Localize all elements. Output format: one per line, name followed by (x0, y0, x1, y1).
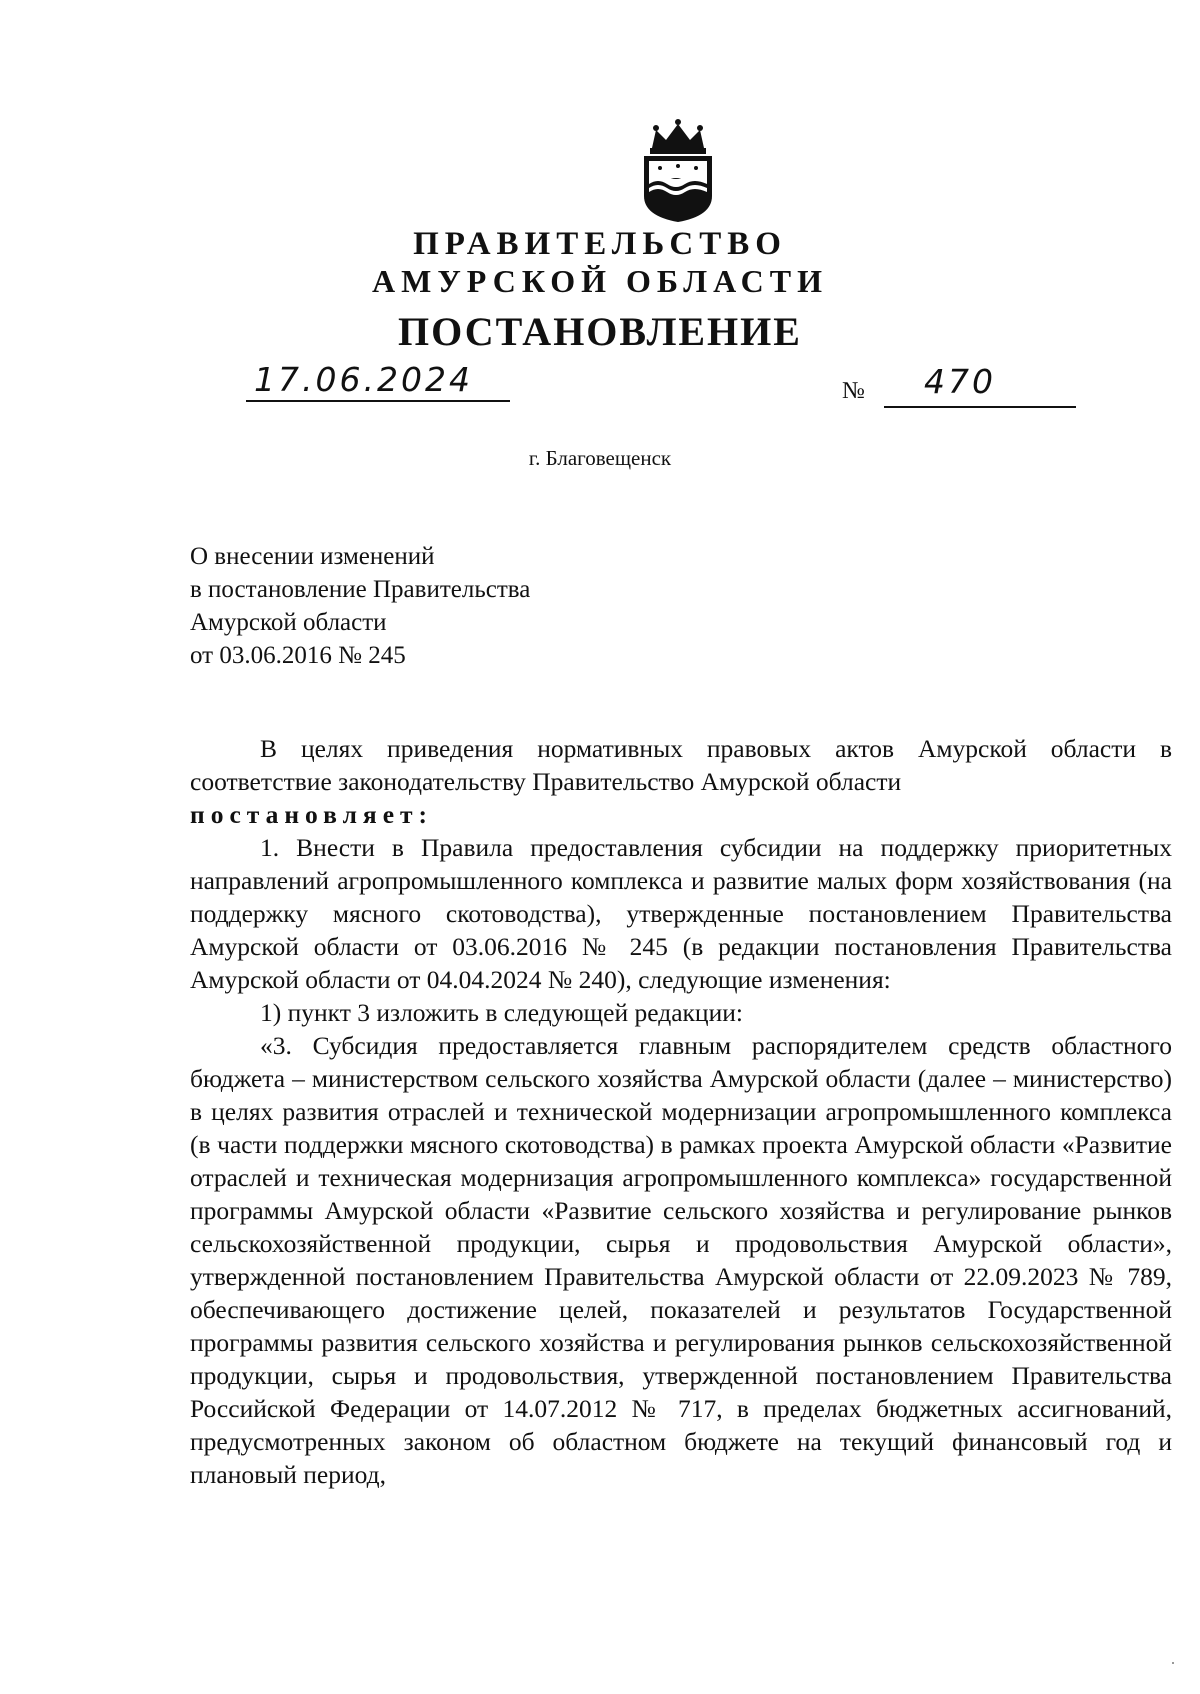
scan-speck (1172, 1662, 1174, 1664)
subject-line: от 03.06.2016 № 245 (190, 642, 406, 669)
coat-of-arms-icon (638, 118, 718, 224)
item-1: 1. Внести в Правила предоставления субсидии на поддержку приоритетных направлений агропромышленного комплекса и развитие малых форм хозяйствования (на поддержку мясного скотоводства), утвержденные постановлением Правительства Амурской области от 03.06.2016 № 245 (в редакции постановления Правительства Амурской области от 04.04.2024 № 240), следующие изменения: (190, 833, 1172, 994)
city: г. Благовещенск (528, 446, 672, 470)
resolves-line (190, 798, 1172, 831)
item-1-subitem-1: 1) пункт 3 изложить в следующей редакции: (260, 998, 743, 1027)
resolves-word: постановляет: (190, 800, 434, 829)
subject-line: в постановление Правительства (190, 576, 531, 603)
number-underline (884, 406, 1076, 408)
organization-name-line2: АМУРСКОЙ ОБЛАСТИ (372, 263, 828, 299)
subject-line: Амурской области (190, 609, 387, 636)
organization-name-line1: ПРАВИТЕЛЬСТВО (413, 226, 787, 262)
clause-3: «3. Субсидия предоставляется главным распорядителем средств областного бюджета – министерством сельского хозяйства Амурской области (далее – министерство) в целях развития отраслей и технической модернизации агропромышленного комплекса (в части поддержки мясного скотоводства) в рамках проекта Амурской области «Развитие отраслей и техническая модернизация агропромышленного комплекса» государственной программы Амурской области «Развитие сельского хозяйства и регулирование рынков сельскохозяйственной продукции, сырья и продовольствия Амурской области», утвержденной постановлением Правительства Амурской области от 22.09.2023 № 789, обеспечивающего достижение целей, показателей и результатов Государственной программы развития сельского хозяйства и регулирования рынков сельскохозяйственной продукции, сырья и продовольствия, утвержденной постановлением Правительства Российской Федерации от 14.07.2012 № 717, в пределах бюджетных ассигнований, предусмотренных законом об областном бюджете на текущий финансовый год и плановый период, (190, 1031, 1172, 1489)
number-label: № (842, 378, 865, 404)
document-type: ПОСТАНОВЛЕНИЕ (398, 309, 802, 354)
preamble: В целях приведения нормативных правовых актов Амурской области в соответствие законодательству Правительство Амурской области (190, 734, 1172, 796)
document-number: 470 (924, 362, 996, 401)
document-subject (190, 540, 530, 672)
subject-line: О внесении изменений (190, 543, 435, 570)
date-underline (246, 400, 510, 402)
document-date: 17.06.2024 (254, 360, 473, 399)
document-body (190, 732, 1172, 1491)
